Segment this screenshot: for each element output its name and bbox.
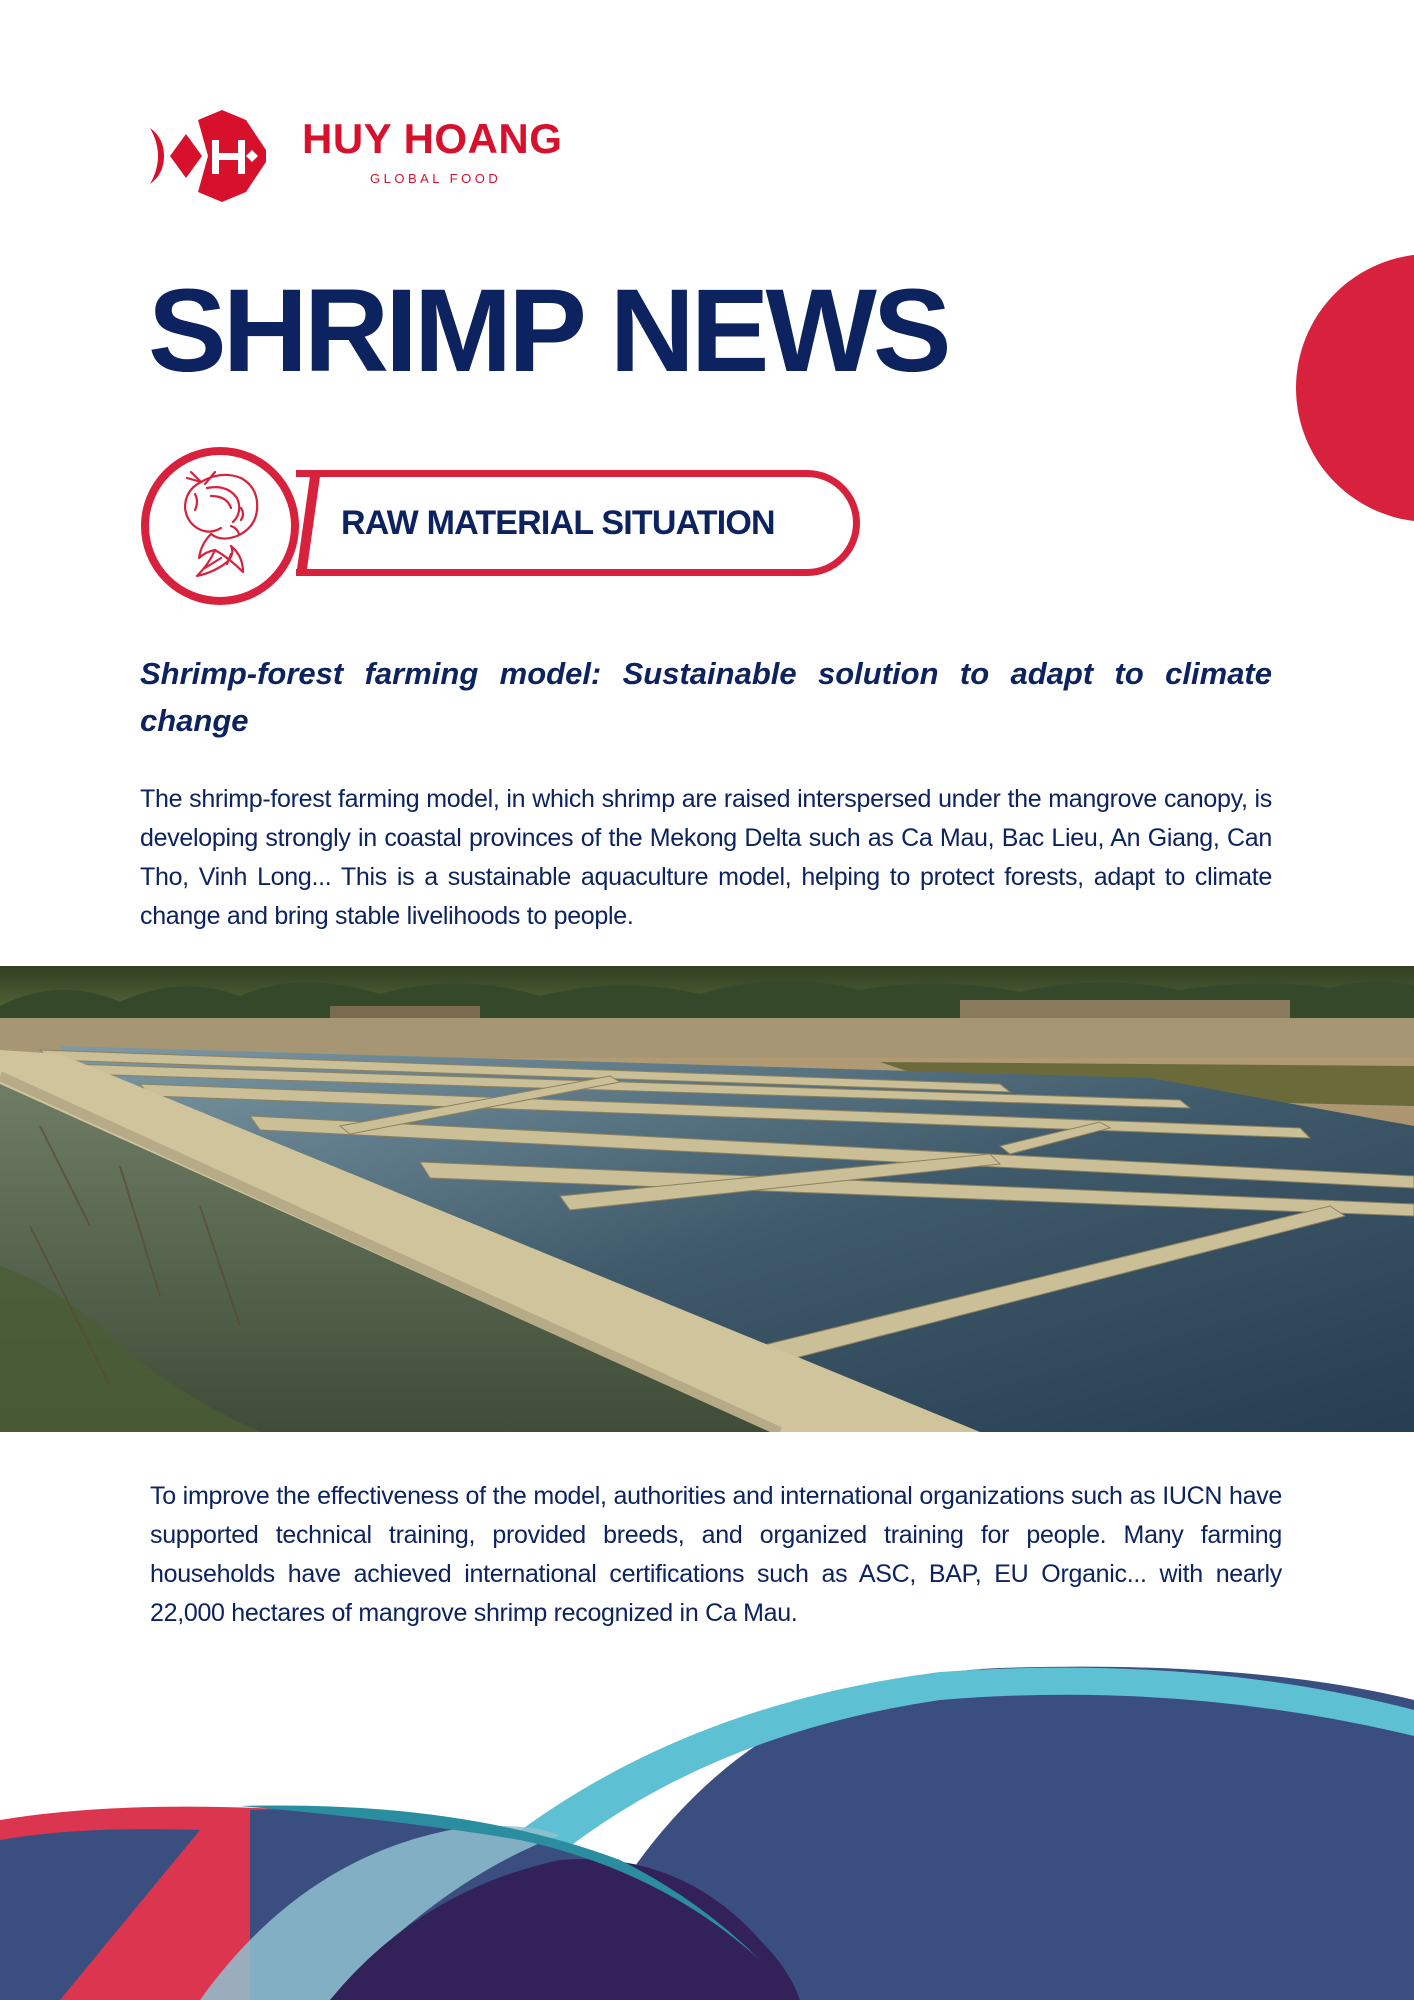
decorative-waves [0,1660,1414,2000]
brand-name: HUY HOANG [302,115,563,162]
decorative-circle [1296,254,1414,522]
page-title: SHRIMP NEWS [148,265,948,397]
article-headline: Shrimp-forest farming model: Sustainable solution to adapt to climate change [140,656,1272,738]
huy-hoang-logo [150,110,270,202]
section-badge-label: RAW MATERIAL SITUATION [341,504,775,542]
shrimp-pond-photo [0,966,1414,1432]
article-paragraph-1: The shrimp-forest farming model, in which shrimp are raised interspersed under the mangrove canopy, is developing strongly in coastal provinces of the Mekong Delta such as Ca Mau, Bac Lieu, An Giang, Can Tho, Vinh Long... This is a sustainable aquaculture model, helping to protect forests, adapt to climate change and bring stable livelihoods to people. [140,785,1272,930]
article-paragraph-2: To improve the effectiveness of the model, authorities and international organizations such as IUCN have supported technical training, provided breeds, and organized training for people. Many farming households have achieved international certifications such as ASC, BAP, EU Organic... with nearly 22,000 hectares of mangrove shrimp recognized in Ca Mau. [150,1482,1282,1627]
shrimp-icon [171,468,271,584]
brand-tagline: GLOBAL FOOD [370,171,502,186]
